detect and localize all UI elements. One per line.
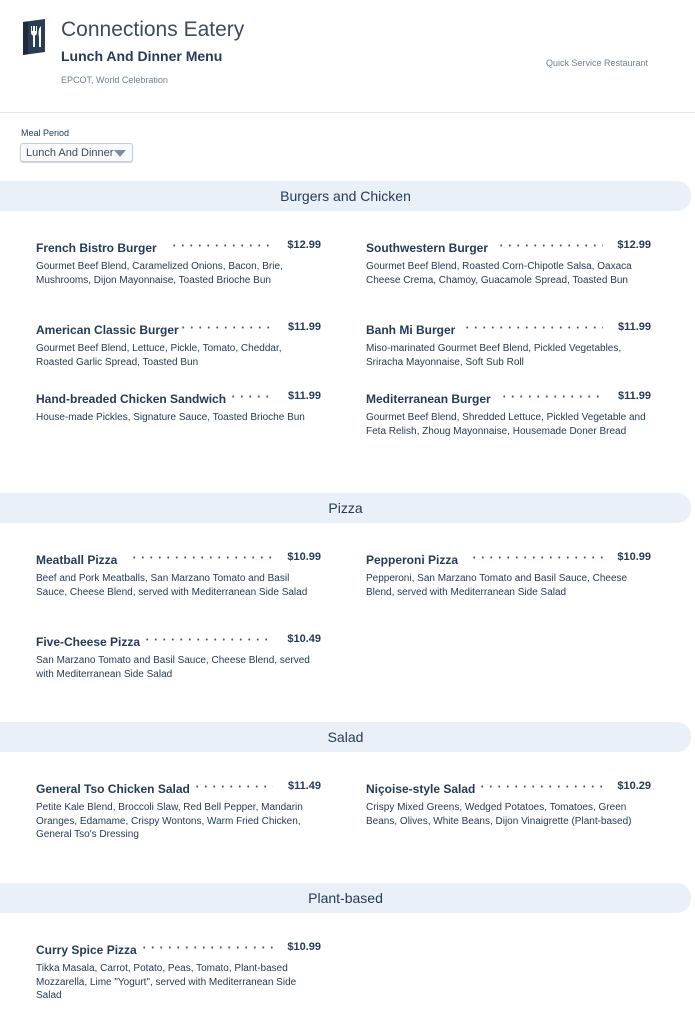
menu-item	[36, 780, 321, 842]
item-description: Miso-marinated Gourmet Beef Blend, Pickled Vegetables, Sriracha Mayonnaise, Soft Sub Roll	[366, 343, 622, 368]
item-name: Five-Cheese Pizza	[36, 635, 141, 649]
item-price: $11.99	[287, 321, 321, 333]
item-description: San Marzano Tomato and Basil Sauce, Cheese Blend, served with Mediterranean Side Salad	[36, 655, 310, 680]
menu-item	[36, 941, 321, 1003]
item-price: $10.99	[287, 941, 321, 953]
item-name: Meatball Pizza	[36, 553, 118, 567]
utensils-icon	[20, 19, 48, 55]
meal-period-value: Lunch And Dinner	[26, 147, 114, 159]
item-price: $11.99	[287, 390, 321, 402]
item-price: $10.99	[617, 551, 651, 563]
page-header	[0, 0, 695, 113]
item-description: Gourmet Beef Blend, Shredded Lettuce, Pickled Vegetable and Feta Relish, Zhoug Mayonnaise, Housemade Doner Bread	[366, 412, 646, 437]
item-price: $10.99	[287, 551, 321, 563]
item-price: $12.99	[617, 239, 651, 251]
leader-dots	[497, 244, 603, 247]
item-name: Hand-breaded Chicken Sandwich	[36, 392, 227, 406]
section-header-pizza: Pizza	[0, 493, 691, 523]
menu-item	[366, 239, 651, 287]
item-name: Niçoise-style Salad	[366, 782, 476, 796]
meal-period-label: Meal Period	[21, 128, 70, 138]
section-header-plant-based: Plant-based	[0, 883, 691, 913]
leader-dots	[229, 395, 273, 398]
chevron-down-icon	[114, 150, 126, 157]
menu-item	[366, 551, 651, 599]
restaurant-title: Connections Eatery	[61, 18, 245, 41]
menu-item	[36, 551, 321, 599]
item-price: $10.49	[287, 633, 321, 645]
item-name: Pepperoni Pizza	[366, 553, 459, 567]
item-price: $12.99	[287, 239, 321, 251]
item-name: Curry Spice Pizza	[36, 943, 137, 957]
item-description: Gourmet Beef Blend, Roasted Corn-Chipotle Salsa, Oaxaca Cheese Crema, Chamoy, Guacamole Spread, Toasted Bun	[366, 261, 632, 286]
item-name: General Tso Chicken Salad	[36, 782, 190, 796]
leader-dots	[130, 556, 273, 559]
menu-title: Lunch And Dinner Menu	[61, 48, 223, 64]
meal-period-select[interactable]	[20, 143, 133, 162]
item-description: Crispy Mixed Greens, Wedged Potatoes, Tomatoes, Green Beans, Olives, White Beans, Dijon Vinaigrette (Plant-based)	[366, 802, 632, 827]
item-name: American Classic Burger	[36, 323, 179, 337]
leader-dots	[463, 326, 603, 329]
item-price: $10.29	[617, 780, 651, 792]
leader-dots	[193, 785, 273, 788]
location-text: EPCOT, World Celebration	[61, 75, 168, 85]
leader-dots	[179, 326, 273, 329]
leader-dots	[143, 638, 273, 641]
item-description: House-made Pickles, Signature Sauce, Toasted Brioche Bun	[36, 412, 305, 423]
section-header-salad: Salad	[0, 722, 691, 752]
menu-item	[366, 780, 651, 828]
leader-dots	[140, 946, 273, 949]
item-description: Gourmet Beef Blend, Lettuce, Pickle, Tomato, Cheddar, Roasted Garlic Spread, Toasted Bun	[36, 343, 282, 368]
item-description: Pepperoni, San Marzano Tomato and Basil Sauce, Cheese Blend, served with Mediterranean Side Salad	[366, 573, 628, 598]
menu-item	[366, 390, 651, 438]
leader-dots	[500, 395, 603, 398]
item-description: Petite Kale Blend, Broccoli Slaw, Red Bell Pepper, Mandarin Oranges, Edamame, Crispy Wontons, Warm Fried Chicken, General Tso's Dressing	[36, 802, 303, 840]
menu-item	[366, 321, 651, 369]
menu-item	[36, 321, 321, 369]
leader-dots	[170, 244, 273, 247]
restaurant-type: Quick Service Restaurant	[546, 58, 649, 68]
item-name: Southwestern Burger	[366, 241, 489, 255]
item-name: Banh Mi Burger	[366, 323, 456, 337]
item-description: Gourmet Beef Blend, Caramelized Onions, Bacon, Brie, Mushrooms, Dijon Mayonnaise, Toasted Brioche Bun	[36, 261, 283, 286]
item-description: Beef and Pork Meatballs, San Marzano Tomato and Basil Sauce, Cheese Blend, served with Mediterranean Side Salad	[36, 573, 308, 598]
leader-dots	[478, 785, 603, 788]
item-description: Tikka Masala, Carrot, Potato, Peas, Tomato, Plant-based Mozzarella, Lime "Yogurt", served with Mediterranean Side Salad	[36, 963, 297, 1001]
item-price: $11.99	[617, 321, 651, 333]
section-header-burgers: Burgers and Chicken	[0, 181, 691, 211]
menu-item	[36, 239, 321, 287]
item-name: Mediterranean Burger	[366, 392, 491, 406]
leader-dots	[470, 556, 603, 559]
item-name: French Bistro Burger	[36, 241, 157, 255]
item-price: $11.99	[617, 390, 651, 402]
menu-item	[36, 633, 321, 681]
item-price: $11.49	[287, 780, 321, 792]
menu-item	[36, 390, 321, 425]
